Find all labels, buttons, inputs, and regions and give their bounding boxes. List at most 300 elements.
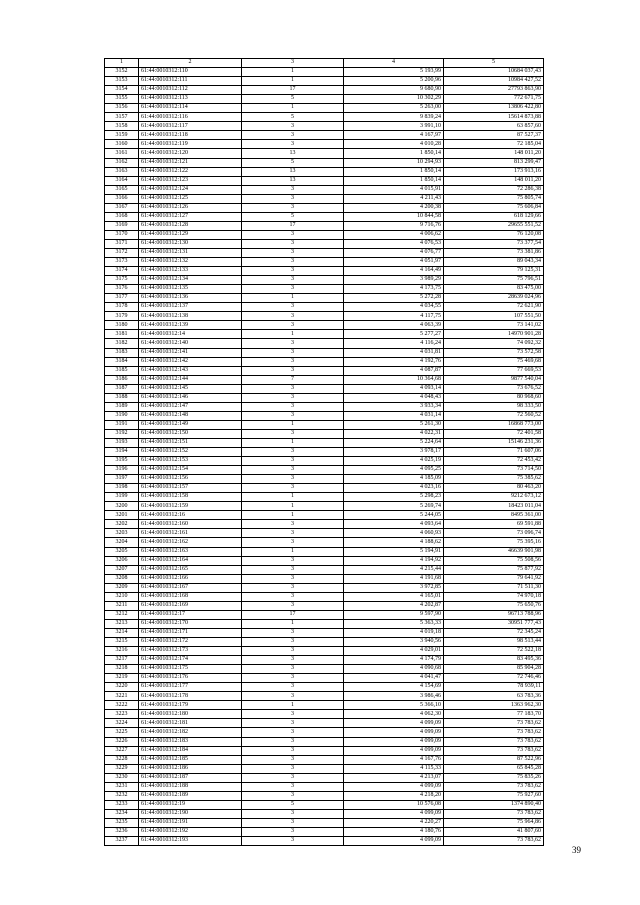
specific-value-cell: 1 850,14	[344, 149, 444, 158]
specific-value-cell: 3 978,17	[344, 448, 444, 457]
specific-value-cell: 10 294,93	[344, 158, 444, 167]
cadastral-value-cell: 75 508,56	[444, 556, 544, 565]
cadastral-value-cell: 80 463,20	[444, 484, 544, 493]
column-header-4: 4	[344, 59, 444, 68]
category-cell: 3	[242, 258, 344, 267]
cadastral-number-cell: 61:44:0010312:166	[139, 574, 242, 583]
cadastral-value-cell: 10684 037,43	[444, 68, 544, 77]
category-cell: 3	[242, 366, 344, 375]
cadastral-value-cell: 73 783,62	[444, 737, 544, 746]
cadastral-value-cell: 73 714,50	[444, 466, 544, 475]
cadastral-number-cell: 61:44:0010312:19	[139, 800, 242, 809]
category-cell: 3	[242, 538, 344, 547]
cadastral-number-cell: 61:44:0010312:179	[139, 701, 242, 710]
specific-value-cell: 4 063,39	[344, 321, 444, 330]
cadastral-value-cell: 73 783,62	[444, 809, 544, 818]
cadastral-value-cell: 73 783,62	[444, 728, 544, 737]
cadastral-value-cell: 15614 873,88	[444, 113, 544, 122]
cadastral-value-cell: 73 783,62	[444, 782, 544, 791]
category-cell: 3	[242, 791, 344, 800]
cadastral-value-cell: 73 783,62	[444, 746, 544, 755]
category-cell: 7	[242, 375, 344, 384]
specific-value-cell: 3 986,46	[344, 692, 444, 701]
cadastral-number-cell: 61:44:0010312:138	[139, 312, 242, 321]
specific-value-cell: 5 200,96	[344, 77, 444, 86]
cadastral-number-cell: 61:44:0010312:126	[139, 203, 242, 212]
cadastral-number-cell: 61:44:0010312:124	[139, 185, 242, 194]
cadastral-value-cell: 75 796,51	[444, 276, 544, 285]
specific-value-cell: 4 200,38	[344, 203, 444, 212]
specific-value-cell: 4 076,77	[344, 248, 444, 257]
specific-value-cell: 4 202,87	[344, 601, 444, 610]
cadastral-value-cell: 75 469,68	[444, 357, 544, 366]
cadastral-value-cell: 30951 777,43	[444, 619, 544, 628]
row-number-cell: 3204	[105, 538, 139, 547]
row-number-cell: 3233	[105, 800, 139, 809]
table-row	[105, 764, 544, 773]
specific-value-cell: 3 989,29	[344, 276, 444, 285]
table-row	[105, 375, 544, 384]
cadastral-number-cell: 61:44:0010312:173	[139, 647, 242, 656]
category-cell: 17	[242, 86, 344, 95]
cadastral-number-cell: 61:44:0010312:167	[139, 583, 242, 592]
cadastral-number-cell: 61:44:0010312:130	[139, 239, 242, 248]
category-cell: 3	[242, 203, 344, 212]
specific-value-cell: 5 366,10	[344, 701, 444, 710]
cadastral-number-cell: 61:44:0010312:125	[139, 194, 242, 203]
column-header-3: 3	[242, 59, 344, 68]
specific-value-cell: 10 576,08	[344, 800, 444, 809]
cadastral-number-cell: 61:44:0010312:135	[139, 285, 242, 294]
cadastral-value-cell: 27793 863,90	[444, 86, 544, 95]
specific-value-cell: 10 302,29	[344, 95, 444, 104]
cadastral-number-cell: 61:44:0010312:139	[139, 321, 242, 330]
cadastral-number-cell: 61:44:0010312:119	[139, 140, 242, 149]
table-row	[105, 520, 544, 529]
row-number-cell: 3171	[105, 239, 139, 248]
cadastral-value-cell: 15146 231,36	[444, 438, 544, 447]
cadastral-value-cell: 13806 422,80	[444, 104, 544, 113]
category-cell: 3	[242, 348, 344, 357]
category-cell: 1	[242, 77, 344, 86]
cadastral-value-cell: 73 783,62	[444, 719, 544, 728]
row-number-cell: 3164	[105, 176, 139, 185]
cadastral-number-cell: 61:44:0010312:117	[139, 122, 242, 131]
specific-value-cell: 4 006,62	[344, 230, 444, 239]
table-row	[105, 429, 544, 438]
category-cell: 3	[242, 647, 344, 656]
specific-value-cell: 4 023,16	[344, 484, 444, 493]
specific-value-cell: 4 192,76	[344, 357, 444, 366]
table-row	[105, 158, 544, 167]
cadastral-number-cell: 61:44:0010312:193	[139, 837, 242, 846]
cadastral-value-cell: 173 913,16	[444, 167, 544, 176]
row-number-cell: 3155	[105, 95, 139, 104]
category-cell: 3	[242, 122, 344, 131]
cadastral-number-cell: 61:44:0010312:169	[139, 601, 242, 610]
row-number-cell: 3187	[105, 384, 139, 393]
cadastral-number-cell: 61:44:0010312:16	[139, 511, 242, 520]
table-row	[105, 737, 544, 746]
category-cell: 1	[242, 547, 344, 556]
specific-value-cell: 4 093,14	[344, 384, 444, 393]
cadastral-value-cell: 46639 901,98	[444, 547, 544, 556]
category-cell: 3	[242, 755, 344, 764]
table-row	[105, 656, 544, 665]
cadastral-number-cell: 61:44:0010312:180	[139, 710, 242, 719]
row-number-cell: 3178	[105, 303, 139, 312]
table-row	[105, 538, 544, 547]
row-number-cell: 3223	[105, 710, 139, 719]
table-row	[105, 239, 544, 248]
category-cell: 3	[242, 384, 344, 393]
table-row	[105, 122, 544, 131]
cadastral-number-cell: 61:44:0010312:151	[139, 438, 242, 447]
table-row	[105, 393, 544, 402]
specific-value-cell: 4 194,92	[344, 556, 444, 565]
row-number-cell: 3170	[105, 230, 139, 239]
cadastral-number-cell: 61:44:0010312:187	[139, 773, 242, 782]
table-row	[105, 167, 544, 176]
specific-value-cell: 5 193,99	[344, 68, 444, 77]
cadastral-number-cell: 61:44:0010312:150	[139, 429, 242, 438]
specific-value-cell: 5 194,91	[344, 547, 444, 556]
cadastral-number-cell: 61:44:0010312:118	[139, 131, 242, 140]
row-number-cell: 3234	[105, 809, 139, 818]
table-row	[105, 402, 544, 411]
row-number-cell: 3215	[105, 638, 139, 647]
category-cell: 3	[242, 556, 344, 565]
column-header-2: 2	[139, 59, 242, 68]
cadastral-number-cell: 61:44:0010312:164	[139, 556, 242, 565]
cadastral-value-cell: 71 607,06	[444, 448, 544, 457]
row-number-cell: 3194	[105, 448, 139, 457]
cadastral-value-cell: 73 141,02	[444, 321, 544, 330]
category-cell: 1	[242, 68, 344, 77]
cadastral-number-cell: 61:44:0010312:110	[139, 68, 242, 77]
specific-value-cell: 4 220,27	[344, 818, 444, 827]
category-cell: 1	[242, 502, 344, 511]
row-number-cell: 3181	[105, 330, 139, 339]
category-cell: 3	[242, 429, 344, 438]
row-number-cell: 3173	[105, 258, 139, 267]
row-number-cell: 3192	[105, 429, 139, 438]
row-number-cell: 3216	[105, 647, 139, 656]
category-cell: 3	[242, 818, 344, 827]
table-row	[105, 303, 544, 312]
table-row	[105, 149, 544, 158]
cadastral-value-cell: 75 395,16	[444, 538, 544, 547]
row-number-cell: 3214	[105, 628, 139, 637]
specific-value-cell: 4 099,09	[344, 809, 444, 818]
row-number-cell: 3153	[105, 77, 139, 86]
cadastral-value-cell: 8495 361,00	[444, 511, 544, 520]
cadastral-number-cell: 61:44:0010312:176	[139, 674, 242, 683]
specific-value-cell: 4 099,09	[344, 782, 444, 791]
category-cell: 1	[242, 701, 344, 710]
category-cell: 17	[242, 610, 344, 619]
row-number-cell: 3190	[105, 411, 139, 420]
cadastral-number-cell: 61:44:0010312:159	[139, 502, 242, 511]
row-number-cell: 3210	[105, 592, 139, 601]
cadastral-value-cell: 10984 427,52	[444, 77, 544, 86]
category-cell: 3	[242, 267, 344, 276]
cadastral-number-cell: 61:44:0010312:140	[139, 339, 242, 348]
row-number-cell: 3176	[105, 285, 139, 294]
table-row	[105, 701, 544, 710]
category-cell: 5	[242, 95, 344, 104]
cadastral-number-cell: 61:44:0010312:186	[139, 764, 242, 773]
specific-value-cell: 4 211,43	[344, 194, 444, 203]
specific-value-cell: 4 041,47	[344, 674, 444, 683]
specific-value-cell: 4 099,09	[344, 728, 444, 737]
specific-value-cell: 4 117,75	[344, 312, 444, 321]
cadastral-number-cell: 61:44:0010312:122	[139, 167, 242, 176]
cadastral-number-cell: 61:44:0010312:116	[139, 113, 242, 122]
specific-value-cell: 5 269,74	[344, 502, 444, 511]
cadastral-value-cell: 72 560,52	[444, 411, 544, 420]
table-row	[105, 484, 544, 493]
table-row	[105, 221, 544, 230]
table-row	[105, 366, 544, 375]
category-cell: 3	[242, 230, 344, 239]
row-number-cell: 3184	[105, 357, 139, 366]
specific-value-cell: 4 087,87	[344, 366, 444, 375]
table-row	[105, 556, 544, 565]
category-cell: 13	[242, 167, 344, 176]
cadastral-value-cell: 89 043,34	[444, 258, 544, 267]
category-cell: 5	[242, 800, 344, 809]
cadastral-number-cell: 61:44:0010312:14	[139, 330, 242, 339]
table-row	[105, 140, 544, 149]
table-row	[105, 77, 544, 86]
table-row	[105, 800, 544, 809]
cadastral-value-cell: 69 591,88	[444, 520, 544, 529]
table-row	[105, 683, 544, 692]
cadastral-value-cell: 75 835,26	[444, 773, 544, 782]
row-number-cell: 3163	[105, 167, 139, 176]
row-number-cell: 3211	[105, 601, 139, 610]
table-row	[105, 194, 544, 203]
row-number-cell: 3203	[105, 529, 139, 538]
specific-value-cell: 10 844,58	[344, 212, 444, 221]
row-number-cell: 3200	[105, 502, 139, 511]
specific-value-cell: 4 031,14	[344, 411, 444, 420]
cadastral-value-cell: 77 183,70	[444, 710, 544, 719]
cadastral-number-cell: 61:44:0010312:182	[139, 728, 242, 737]
category-cell: 3	[242, 402, 344, 411]
category-cell: 3	[242, 285, 344, 294]
table-row	[105, 104, 544, 113]
cadastral-number-cell: 61:44:0010312:146	[139, 393, 242, 402]
cadastral-value-cell: 78 939,11	[444, 683, 544, 692]
row-number-cell: 3209	[105, 583, 139, 592]
category-cell: 13	[242, 149, 344, 158]
cadastral-number-cell: 61:44:0010312:133	[139, 267, 242, 276]
category-cell: 3	[242, 339, 344, 348]
table-row	[105, 791, 544, 800]
cadastral-value-cell: 75 606,84	[444, 203, 544, 212]
category-cell: 3	[242, 737, 344, 746]
table-row	[105, 827, 544, 836]
cadastral-value-cell: 1363 962,30	[444, 701, 544, 710]
category-cell: 3	[242, 194, 344, 203]
specific-value-cell: 4 099,09	[344, 746, 444, 755]
row-number-cell: 3157	[105, 113, 139, 122]
cadastral-number-cell: 61:44:0010312:144	[139, 375, 242, 384]
table-row	[105, 294, 544, 303]
table-row	[105, 647, 544, 656]
cadastral-value-cell: 772 671,75	[444, 95, 544, 104]
table-row	[105, 619, 544, 628]
row-number-cell: 3195	[105, 457, 139, 466]
specific-value-cell: 4 213,07	[344, 773, 444, 782]
cadastral-value-cell: 73 676,52	[444, 384, 544, 393]
cadastral-value-cell: 79 641,92	[444, 574, 544, 583]
cadastral-value-cell: 813 299,47	[444, 158, 544, 167]
category-cell: 1	[242, 511, 344, 520]
specific-value-cell: 4 031,81	[344, 348, 444, 357]
row-number-cell: 3156	[105, 104, 139, 113]
category-cell: 3	[242, 601, 344, 610]
cadastral-number-cell: 61:44:0010312:129	[139, 230, 242, 239]
cadastral-number-cell: 61:44:0010312:178	[139, 692, 242, 701]
row-number-cell: 3232	[105, 791, 139, 800]
cadastral-value-cell: 41 807,60	[444, 827, 544, 836]
category-cell: 3	[242, 475, 344, 484]
specific-value-cell: 3 940,56	[344, 638, 444, 647]
cadastral-value-cell: 63 783,36	[444, 692, 544, 701]
row-number-cell: 3222	[105, 701, 139, 710]
cadastral-value-cell: 28639 024,96	[444, 294, 544, 303]
row-number-cell: 3237	[105, 837, 139, 846]
category-cell: 3	[242, 782, 344, 791]
cadastral-value-cell: 74 092,32	[444, 339, 544, 348]
specific-value-cell: 3 972,85	[344, 583, 444, 592]
table-row	[105, 466, 544, 475]
category-cell: 3	[242, 746, 344, 755]
cadastral-value-cell: 148 011,20	[444, 176, 544, 185]
table-row	[105, 457, 544, 466]
cadastral-value-cell: 72 746,46	[444, 674, 544, 683]
category-cell: 1	[242, 619, 344, 628]
row-number-cell: 3182	[105, 339, 139, 348]
cadastral-value-cell: 72 522,18	[444, 647, 544, 656]
cadastral-number-cell: 61:44:0010312:156	[139, 475, 242, 484]
specific-value-cell: 9 716,76	[344, 221, 444, 230]
table-row	[105, 384, 544, 393]
row-number-cell: 3225	[105, 728, 139, 737]
row-number-cell: 3183	[105, 348, 139, 357]
column-header-5: 5	[444, 59, 544, 68]
cadastral-number-cell: 61:44:0010312:127	[139, 212, 242, 221]
specific-value-cell: 4 048,43	[344, 393, 444, 402]
table-row	[105, 638, 544, 647]
table-row	[105, 357, 544, 366]
cadastral-number-cell: 61:44:0010312:163	[139, 547, 242, 556]
table-row	[105, 285, 544, 294]
table-row	[105, 610, 544, 619]
cadastral-number-cell: 61:44:0010312:142	[139, 357, 242, 366]
specific-value-cell: 4 093,64	[344, 520, 444, 529]
category-cell: 13	[242, 176, 344, 185]
cadastral-number-cell: 61:44:0010312:154	[139, 466, 242, 475]
cadastral-value-cell: 75 877,92	[444, 565, 544, 574]
row-number-cell: 3159	[105, 131, 139, 140]
row-number-cell: 3227	[105, 746, 139, 755]
cadastral-value-cell: 79 125,31	[444, 267, 544, 276]
specific-value-cell: 4 215,44	[344, 565, 444, 574]
cadastral-number-cell: 61:44:0010312:132	[139, 258, 242, 267]
table-row	[105, 565, 544, 574]
cadastral-value-cell: 72 401,58	[444, 429, 544, 438]
cadastral-value-cell: 18423 011,04	[444, 502, 544, 511]
table-header-row	[105, 59, 544, 68]
row-number-cell: 3218	[105, 665, 139, 674]
row-number-cell: 3217	[105, 656, 139, 665]
cadastral-value-cell: 107 551,50	[444, 312, 544, 321]
row-number-cell: 3199	[105, 493, 139, 502]
cadastral-number-cell: 61:44:0010312:112	[139, 86, 242, 95]
specific-value-cell: 4 154,69	[344, 683, 444, 692]
specific-value-cell: 5 244,05	[344, 511, 444, 520]
category-cell: 3	[242, 628, 344, 637]
row-number-cell: 3167	[105, 203, 139, 212]
row-number-cell: 3208	[105, 574, 139, 583]
cadastral-value-cell: 73 377,54	[444, 239, 544, 248]
table-row	[105, 818, 544, 827]
cadastral-number-cell: 61:44:0010312:161	[139, 529, 242, 538]
cadastral-number-cell: 61:44:0010312:141	[139, 348, 242, 357]
cadastral-number-cell: 61:44:0010312:185	[139, 755, 242, 764]
row-number-cell: 3186	[105, 375, 139, 384]
cadastral-number-cell: 61:44:0010312:162	[139, 538, 242, 547]
table-row	[105, 782, 544, 791]
specific-value-cell: 4 188,62	[344, 538, 444, 547]
cadastral-number-cell: 61:44:0010312:191	[139, 818, 242, 827]
page-number: 39	[572, 845, 581, 855]
row-number-cell: 3196	[105, 466, 139, 475]
specific-value-cell: 1 850,14	[344, 167, 444, 176]
specific-value-cell: 5 277,27	[344, 330, 444, 339]
cadastral-number-cell: 61:44:0010312:120	[139, 149, 242, 158]
category-cell: 3	[242, 692, 344, 701]
cadastral-value-cell: 63 857,60	[444, 122, 544, 131]
cadastral-value-cell: 98 513,44	[444, 638, 544, 647]
specific-value-cell: 9 597,90	[344, 610, 444, 619]
row-number-cell: 3185	[105, 366, 139, 375]
category-cell: 3	[242, 131, 344, 140]
category-cell: 3	[242, 574, 344, 583]
cadastral-value-cell: 80 968,60	[444, 393, 544, 402]
table-row	[105, 339, 544, 348]
cadastral-number-cell: 61:44:0010312:157	[139, 484, 242, 493]
table-row	[105, 312, 544, 321]
row-number-cell: 3188	[105, 393, 139, 402]
specific-value-cell: 4 095,25	[344, 466, 444, 475]
category-cell: 1	[242, 493, 344, 502]
cadastral-number-cell: 61:44:0010312:188	[139, 782, 242, 791]
cadastral-number-cell: 61:44:0010312:114	[139, 104, 242, 113]
row-number-cell: 3152	[105, 68, 139, 77]
cadastral-number-cell: 61:44:0010312:111	[139, 77, 242, 86]
row-number-cell: 3236	[105, 827, 139, 836]
row-number-cell: 3230	[105, 773, 139, 782]
table-row	[105, 248, 544, 257]
cadastral-value-cell: 72 185,04	[444, 140, 544, 149]
specific-value-cell: 4 034,55	[344, 303, 444, 312]
table-row	[105, 420, 544, 429]
